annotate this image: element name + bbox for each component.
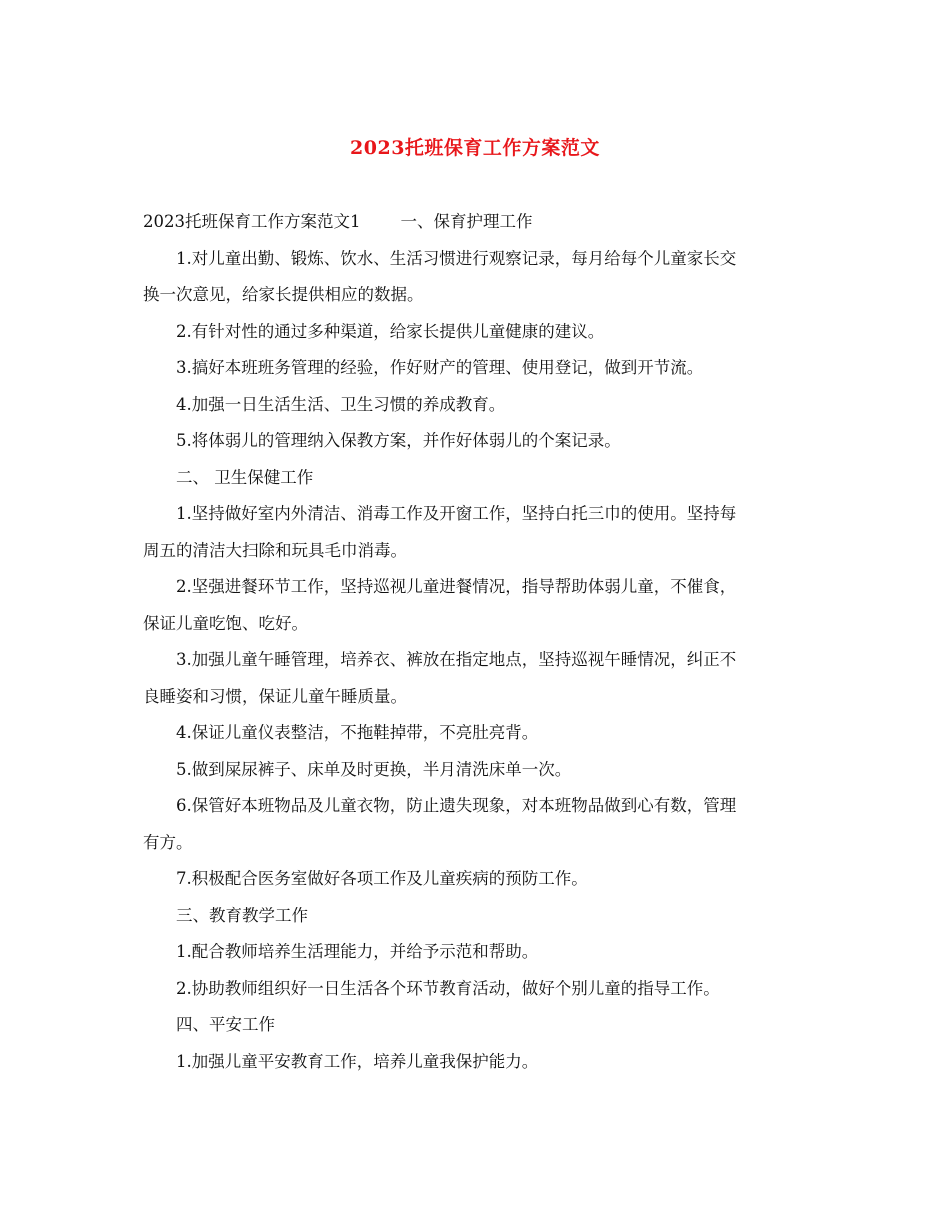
paragraph-line: 5.做到屎尿裤子、床单及时更换，半月清洗床单一次。 bbox=[176, 759, 572, 779]
paragraph-line: 4.保证儿童仪表整洁，不拖鞋掉带，不亮肚亮背。 bbox=[176, 723, 539, 742]
section-heading: 四、平安工作 bbox=[176, 1015, 275, 1034]
paragraph-line: 保证儿童吃饱、吃好。 bbox=[143, 613, 308, 633]
paragraph-line: 1.坚持做好室内外清洁、消毒工作及开窗工作，坚持白托三巾的使用。坚持每 bbox=[176, 504, 737, 523]
section-heading: 一、保育护理工作 bbox=[400, 212, 533, 231]
paragraph-line: 1.加强儿童平安教育工作，培养儿童我保护能力。 bbox=[176, 1051, 539, 1071]
paragraph-line: 7.积极配合医务室做好各项工作及儿童疾病的预防工作。 bbox=[176, 869, 588, 888]
document-body bbox=[143, 204, 815, 1080]
paragraph-line: 有方。 bbox=[143, 832, 193, 852]
paragraph-line: 1.对儿童出勤、锻炼、饮水、生活习惯进行观察记录，每月给每个儿童家长交 bbox=[176, 248, 737, 268]
section-heading: 二、 卫生保健工作 bbox=[176, 467, 314, 487]
paragraph-line: 2.协助教师组织好一日生活各个环节教育活动，做好个别儿童的指导工作。 bbox=[176, 978, 720, 998]
paragraph-line: 3.搞好本班班务管理的经验，作好财产的管理、使用登记，做到开节流。 bbox=[176, 358, 704, 377]
paragraph-line: 良睡姿和习惯，保证儿童午睡质量。 bbox=[143, 686, 407, 706]
paragraph-line: 周五的清洁大扫除和玩具毛巾消毒。 bbox=[143, 540, 407, 560]
paragraph-line: 换一次意见，给家长提供相应的数据。 bbox=[143, 285, 424, 304]
paragraph-line: 1.配合教师培养生活理能力，并给予示范和帮助。 bbox=[176, 942, 539, 961]
intro-heading: 2023托班保育工作方案范文1 bbox=[143, 212, 361, 231]
paragraph-line: 4.加强一日生活生活、卫生习惯的养成教育。 bbox=[176, 394, 506, 414]
section-heading: 三、教育教学工作 bbox=[176, 905, 308, 925]
paragraph-line: 6.保管好本班物品及儿童衣物，防止遗失现象，对本班物品做到心有数，管理 bbox=[176, 796, 737, 815]
paragraph-line: 5.将体弱儿的管理纳入保教方案，并作好体弱儿的个案记录。 bbox=[176, 431, 621, 450]
paragraph-line: 2.有针对性的通过多种渠道，给家长提供儿童健康的建议。 bbox=[176, 321, 605, 341]
paragraph-line bbox=[143, 204, 815, 241]
paragraph-line: 2.坚强进餐环节工作，坚持巡视儿童进餐情况，指导帮助体弱儿童，不催食， bbox=[176, 577, 737, 596]
paragraph-line: 3.加强儿童午睡管理，培养衣、裤放在指定地点，坚持巡视午睡情况，纠正不 bbox=[176, 650, 737, 669]
page-title: 2023托班保育工作方案范文 bbox=[350, 137, 600, 159]
